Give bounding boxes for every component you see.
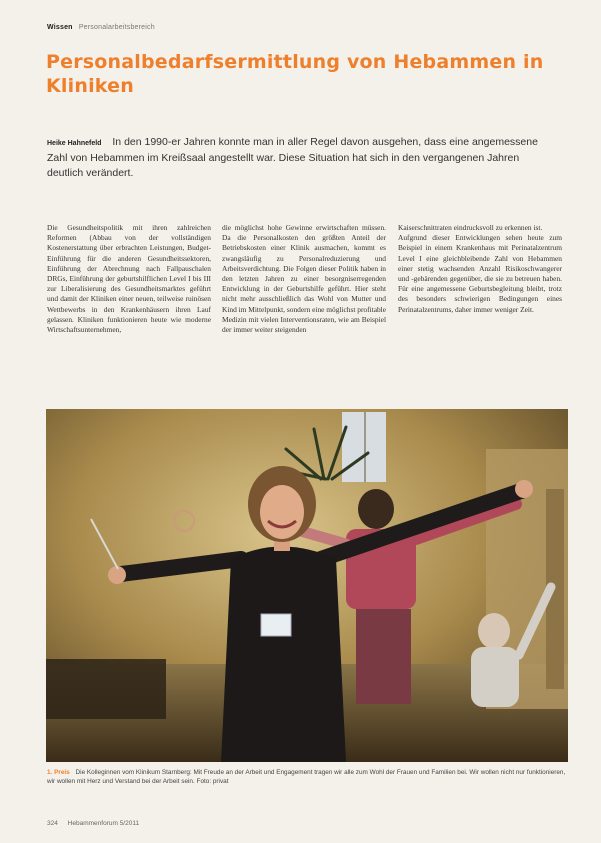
- article-title: Personalbedarfsermittlung von Hebammen in Kliniken: [46, 51, 544, 97]
- body-text-2: die möglichst hohe Gewinne erwirtschaften müssen. Da die Personalkosten den größten Anteil der Betriebskosten einer Klinik ausmachen, kommt es zwangsläufig zu Personalreduzierung und Arbeitsverdichtung. Die Folgen dieser Politik haben in den letzten Jahren zu einer besorgniserregenden Entwicklung in der Geburtshilfe geführt. Hier steht nicht mehr ausschließlich das Wohl von Mutter und Kind im Mittelpunkt, sondern eine möglichst profitable Medizin mit vielen Interventionsraten, wie am Beispiel der immer weiter steigenden: [222, 223, 387, 335]
- body-text-1: Die Gesundheitspolitik mit ihren zahlreichen Reformen (Abbau von der vollständigen Kostenerstattung über erbrachten Leistungen, Budget-Einführung für die anderen Gesundheitssektoren, Einführung der Abrechnung nach Fallpauschalen DRGs, Einführung der geburtshilflichen Level I bis III zur Liberalisierung des Gesundheitsmarktes geführt und damit der Kliniken einer neuen, teilweise ruinösen Wettbewerbs in den Krankenhäusern ihren Lauf gelassen. Kliniken funktionieren heute wie moderne Wirtschaftsunternehmen,: [47, 223, 211, 335]
- page-header: [47, 24, 155, 31]
- author-name: Heike Hahnefeld: [47, 140, 102, 147]
- section-label: Wissen: [47, 24, 73, 31]
- article-photo: [46, 409, 568, 762]
- page-number: 324: [47, 820, 58, 827]
- journal-name: Hebammenforum 5/2011: [67, 820, 140, 827]
- caption-text: Die Kolleginnen vom Klinikum Starnberg: Mit Freude an der Arbeit und Engagement tragen wir alle zum Wohl der Frauen und Familien bei. Wir wollen nicht nur funktionieren, wir wollen mit Herz und Verstand bei der Arbeit sein. Foto: privat: [47, 769, 566, 785]
- photo-illustration: [46, 409, 568, 762]
- body-text-3: Kaiserschnittraten eindrucksvoll zu erkennen ist. Aufgrund dieser Entwicklungen sehen heute zum Beispiel in einem Krankenhaus mit Perinatalzentrum Level I eine gleichbleibende Zahl von Hebammen einer stetig wachsenden Anzahl Risikoschwangerer und -gebärenden gegenüber, die sie zu betreuen haben. Für eine angemessene Geburtsbegleitung bleibt, trotz des besonders schwierigen Bedingungen eines Perinatalzentrums, daher immer weniger Zeit.: [398, 223, 562, 314]
- article-lead: [47, 135, 557, 181]
- lead-text: In den 1990-er Jahren konnte man in aller Regel davon ausgehen, dass eine angemessene Zahl von Hebammen im Kreißsaal angestellt war. Diese Situation hat sich in den vergangenen Jahren deutlich verändert.: [47, 136, 538, 179]
- body-column-1: [47, 223, 211, 335]
- page-footer: [47, 820, 139, 827]
- caption-label: 1. Preis: [47, 769, 70, 776]
- body-column-3: [398, 223, 562, 315]
- body-column-2: [222, 223, 386, 335]
- photo-caption: [47, 768, 569, 786]
- subsection-label: Personalarbeitsbereich: [78, 24, 155, 31]
